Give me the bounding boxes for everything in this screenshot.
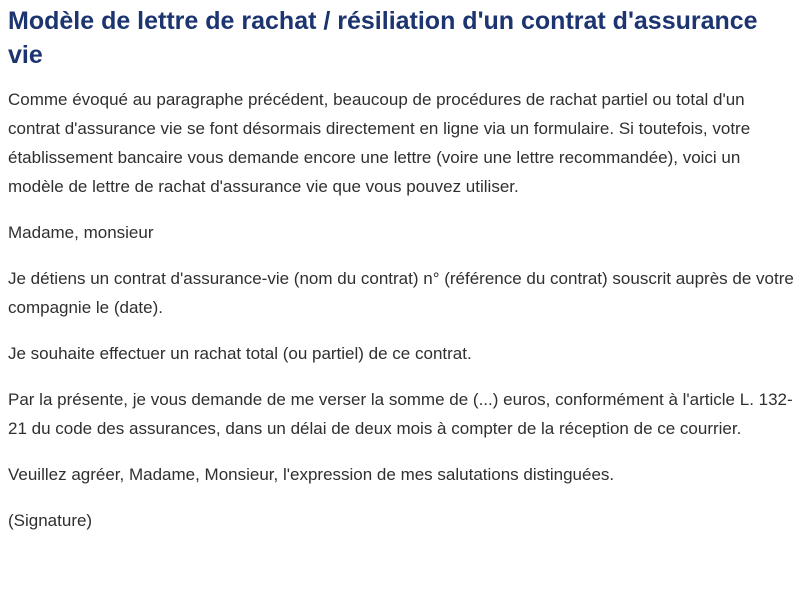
letter-request: Je souhaite effectuer un rachat total (ou partiel) de ce contrat.	[8, 344, 472, 363]
letter-salutation: Madame, monsieur	[8, 223, 154, 242]
letter-closing: Veuillez agréer, Madame, Monsieur, l'expression de mes salutations distinguées.	[8, 465, 615, 484]
letter-contract-details: Je détiens un contrat d'assurance-vie (nom du contrat) n° (référence du contrat) souscrit auprès de votre compagnie le (date).	[8, 269, 794, 317]
intro-paragraph: Comme évoqué au paragraphe précédent, beaucoup de procédures de rachat partiel ou total d'un contrat d'assurance vie se font désormais directement en ligne via un formulaire. Si toutefois, votre établissement bancaire vous demande encore une lettre (voire une lettre recommandée), voici un modèle de lettre de rachat d'assurance vie que vous pouvez utiliser.	[8, 90, 751, 196]
letter-body	[8, 85, 800, 535]
letter-signature: (Signature)	[8, 511, 93, 530]
article-title: Modèle de lettre de rachat / résiliation d'un contrat d'assurance vie	[8, 7, 758, 69]
letter-payment-terms: Par la présente, je vous demande de me verser la somme de (...) euros, conformément à l'article L. 132-21 du code des assurances, dans un délai de deux mois à compter de la réception de ce courrier.	[8, 390, 793, 438]
